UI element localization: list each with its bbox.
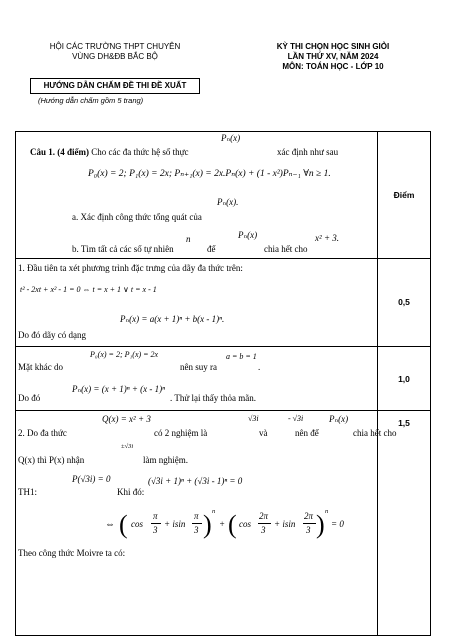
row3-line1d: nên để xyxy=(295,428,319,438)
question-intro: Cho các đa thức hệ số thực xyxy=(91,147,189,157)
frac2-den: 3 xyxy=(194,525,199,535)
frac4-den: 3 xyxy=(306,525,311,535)
row1-line1: 1. Đầu tiên ta xét phương trình đặc trưng của dãy đa thức trên: xyxy=(18,263,243,273)
exp-n-2: n xyxy=(325,508,329,515)
pn-dot: Pₙ(x). xyxy=(217,197,239,207)
row2-line2a: Do đó xyxy=(18,393,41,403)
isin-1: + isin xyxy=(164,519,186,529)
frac2-bar xyxy=(192,523,202,524)
row3-line1e: chia hết cho xyxy=(353,428,397,438)
row1-general-form: Pₙ(x) = a(x + 1)ⁿ + b(x - 1)ⁿ. xyxy=(120,314,225,324)
cos-1: cos xyxy=(131,519,143,529)
row2-score: 1,0 xyxy=(398,374,410,384)
frac4-bar xyxy=(303,523,316,524)
part-b-text3: chia hết cho xyxy=(264,244,308,254)
paren-close-2: ) xyxy=(316,510,325,539)
row2-line2b: . Thử lại thấy thỏa mãn. xyxy=(170,393,256,403)
row3-q-def: Q(x) = x² + 3 xyxy=(102,414,151,424)
part-b-poly: x² + 3. xyxy=(315,233,340,243)
exam-subject: MÔN: TOÁN HỌC - LỚP 10 xyxy=(282,62,384,71)
row3-th1-label: TH1: xyxy=(18,487,37,497)
question-title: Câu 1. (4 điểm) xyxy=(30,147,89,157)
part-b-pn: Pₙ(x) xyxy=(238,230,258,240)
paren-open-2: ( xyxy=(228,510,237,539)
pn-symbol: Pₙ(x) xyxy=(221,133,241,143)
row2-initial-values: P₀(x) = 2; P₁(x) = 2x xyxy=(90,350,159,359)
cos-2: cos xyxy=(239,519,251,529)
guide-note: (Hướng dẫn chấm gồm 5 trang) xyxy=(38,96,144,105)
part-a: a. Xác định công thức tổng quát của xyxy=(72,212,202,222)
equiv-symbol: ⇔ xyxy=(105,519,115,530)
row2-line1a: Mặt khác do xyxy=(18,362,63,372)
row3-line1a: 2. Do đa thức xyxy=(18,428,67,438)
row3-last-line: Theo công thức Moivre ta có: xyxy=(18,548,126,558)
row3-th1-eq: P(√3i) = 0 xyxy=(72,474,111,484)
guide-title: HƯỚNG DẪN CHẤM ĐỀ THI ĐỀ XUẤT xyxy=(30,78,200,94)
row2-result: Pₙ(x) = (x + 1)ⁿ + (x - 1)ⁿ xyxy=(72,384,165,394)
row1-line2: Do đó dãy có dạng xyxy=(18,330,86,340)
paren-open-1: ( xyxy=(119,510,128,539)
row3-root-b: - √3i xyxy=(288,414,304,423)
question-statement xyxy=(30,147,188,157)
row3-line1c: và xyxy=(259,428,268,438)
frac1-num: π xyxy=(153,511,158,521)
row-divider-1 xyxy=(15,258,431,259)
org-name-line1: HỘI CÁC TRƯỜNG THPT CHUYÊN xyxy=(49,42,181,51)
row-divider-2 xyxy=(15,346,431,347)
frac4-num: 2π xyxy=(304,511,314,521)
question-intro-end: xác định như sau xyxy=(277,147,339,157)
plus-sign: + xyxy=(219,519,226,529)
part-b-n: n xyxy=(186,234,191,244)
frac3-den: 3 xyxy=(261,525,266,535)
frac3-bar xyxy=(258,523,271,524)
row3-line2b: làm nghiệm. xyxy=(143,455,188,465)
isin-2: + isin xyxy=(274,519,296,529)
row3-th1-eq2: (√3i + 1)ⁿ + (√3i - 1)ⁿ = 0 xyxy=(148,476,243,486)
row3-pn: Pₙ(x) xyxy=(329,414,349,424)
row2-line1c: . xyxy=(258,362,261,372)
row2-ab: a = b = 1 xyxy=(226,352,257,361)
row3-line1b: có 2 nghiệm là xyxy=(154,428,208,438)
moivre-expression xyxy=(105,506,345,546)
row3-th1-when: Khi đó: xyxy=(117,487,145,497)
row3-pm-root: ±√3i xyxy=(121,443,134,450)
exam-title-line1: KỲ THI CHỌN HỌC SINH GIỎI xyxy=(276,42,390,51)
row3-root-a: √3i xyxy=(248,414,259,423)
frac3-num: 2π xyxy=(259,511,269,521)
frac1-bar xyxy=(151,523,161,524)
row3-line2a: Q(x) thì P(x) nhận xyxy=(18,455,85,465)
frac1-den: 3 xyxy=(153,525,158,535)
paren-close-1: ) xyxy=(203,510,212,539)
score-header: Điểm xyxy=(393,190,415,200)
row2-line1b: nên suy ra xyxy=(180,362,217,372)
part-b-text1: b. Tìm tất cả các số tự nhiên xyxy=(72,244,174,254)
part-b-text2: để xyxy=(207,244,216,254)
row-divider-3 xyxy=(15,410,431,411)
exp-n-1: n xyxy=(212,508,216,515)
row1-char-eq: t² - 2xt + x² - 1 = 0 ⇔ t = x + 1 ∨ t = x - 1 xyxy=(20,285,157,294)
frac2-num: π xyxy=(194,511,199,521)
org-name-line2: VÙNG DH&ĐB BẮC BỘ xyxy=(72,52,158,61)
row3-score: 1,5 xyxy=(398,418,410,428)
row1-score: 0,5 xyxy=(398,297,410,307)
equals-zero: = 0 xyxy=(331,519,344,529)
recurrence-formula: P₀(x) = 2; P₁(x) = 2x; Pₙ₊₁(x) = 2x.Pₙ(x) + (1 - x²)Pₙ₋₁ ∀n ≥ 1. xyxy=(88,169,331,179)
exam-title-line2: LẦN THỨ XV, NĂM 2024 xyxy=(287,52,379,61)
